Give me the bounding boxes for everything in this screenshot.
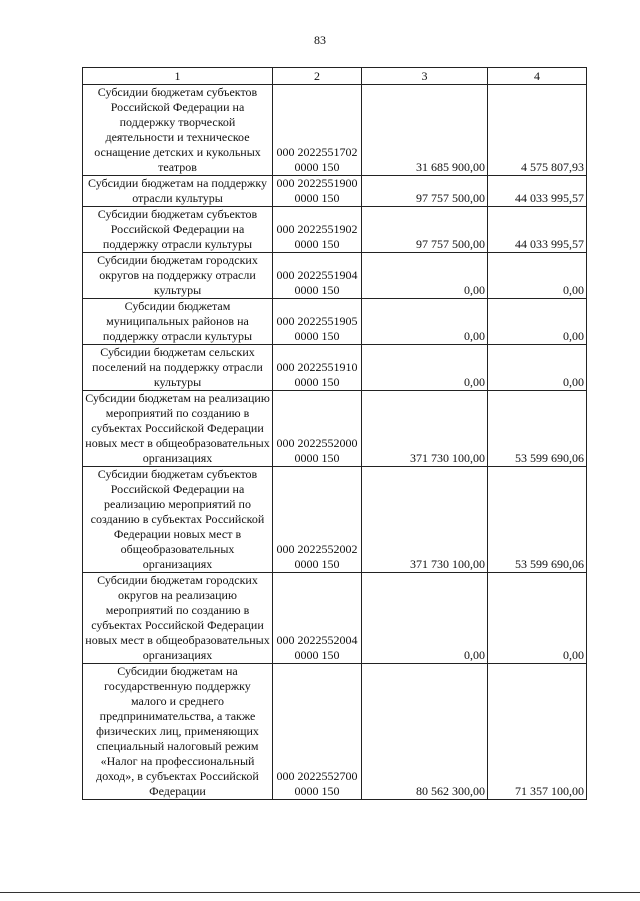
row-col4-value: 4 575 807,93 (488, 85, 587, 176)
row-name: Субсидии бюджетам на государственную поддержку малого и среднего предпринимательства, а также физических лиц, применяющих специальный налоговый режим «Налог на профессиональный доход», в субъектах Российской Федерации (83, 664, 273, 800)
row-code: 000 2022551904 0000 150 (273, 253, 362, 299)
row-name: Субсидии бюджетам субъектов Российской Федерации на поддержку отрасли культуры (83, 207, 273, 253)
row-col4-value: 0,00 (488, 345, 587, 391)
row-name: Субсидии бюджетам городских округов на реализацию мероприятий по созданию в субъектах Российской Федерации новых мест в общеобразовательных организациях (83, 573, 273, 664)
table-row (83, 573, 587, 664)
row-code: 000 2022552000 0000 150 (273, 391, 362, 467)
row-col4-value: 0,00 (488, 299, 587, 345)
row-col3-value: 97 757 500,00 (362, 176, 488, 207)
table-row (83, 467, 587, 573)
table-header-row (83, 68, 587, 85)
table-row (83, 299, 587, 345)
header-col-1: 1 (83, 68, 273, 85)
row-col4-value: 0,00 (488, 253, 587, 299)
row-code: 000 2022551905 0000 150 (273, 299, 362, 345)
row-code: 000 2022552002 0000 150 (273, 467, 362, 573)
table-row (83, 207, 587, 253)
bottom-divider (0, 892, 640, 893)
header-col-2: 2 (273, 68, 362, 85)
row-code: 000 2022552004 0000 150 (273, 573, 362, 664)
row-name: Субсидии бюджетам субъектов Российской Федерации на реализацию мероприятий по созданию в субъектах Российской Федерации новых мест в общеобразовательных организациях (83, 467, 273, 573)
table-row (83, 253, 587, 299)
row-col3-value: 0,00 (362, 345, 488, 391)
table-row (83, 391, 587, 467)
row-name: Субсидии бюджетам субъектов Российской Федерации на поддержку творческой деятельности и техническое оснащение детских и кукольных театров (83, 85, 273, 176)
row-code: 000 2022551900 0000 150 (273, 176, 362, 207)
table-row (83, 664, 587, 800)
row-col4-value: 44 033 995,57 (488, 176, 587, 207)
row-col3-value: 97 757 500,00 (362, 207, 488, 253)
row-code: 000 2022551702 0000 150 (273, 85, 362, 176)
row-code: 000 2022551902 0000 150 (273, 207, 362, 253)
table-row (83, 345, 587, 391)
header-col-3: 3 (362, 68, 488, 85)
row-name: Субсидии бюджетам сельских поселений на поддержку отрасли культуры (83, 345, 273, 391)
row-col3-value: 80 562 300,00 (362, 664, 488, 800)
row-name: Субсидии бюджетам на поддержку отрасли культуры (83, 176, 273, 207)
row-col3-value: 371 730 100,00 (362, 467, 488, 573)
row-col4-value: 71 357 100,00 (488, 664, 587, 800)
row-name: Субсидии бюджетам муниципальных районов на поддержку отрасли культуры (83, 299, 273, 345)
row-code: 000 2022552700 0000 150 (273, 664, 362, 800)
table-row (83, 85, 587, 176)
table-row (83, 176, 587, 207)
row-name: Субсидии бюджетам городских округов на поддержку отрасли культуры (83, 253, 273, 299)
row-col4-value: 0,00 (488, 573, 587, 664)
page-number: 83 (314, 33, 326, 47)
budget-table (82, 67, 587, 800)
row-name: Субсидии бюджетам на реализацию мероприятий по созданию в субъектах Российской Федерации новых мест в общеобразовательных организациях (83, 391, 273, 467)
row-col3-value: 0,00 (362, 573, 488, 664)
row-col4-value: 53 599 690,06 (488, 467, 587, 573)
header-col-4: 4 (488, 68, 587, 85)
row-col3-value: 371 730 100,00 (362, 391, 488, 467)
row-col3-value: 0,00 (362, 299, 488, 345)
row-col3-value: 0,00 (362, 253, 488, 299)
row-col3-value: 31 685 900,00 (362, 85, 488, 176)
row-code: 000 2022551910 0000 150 (273, 345, 362, 391)
row-col4-value: 53 599 690,06 (488, 391, 587, 467)
row-col4-value: 44 033 995,57 (488, 207, 587, 253)
